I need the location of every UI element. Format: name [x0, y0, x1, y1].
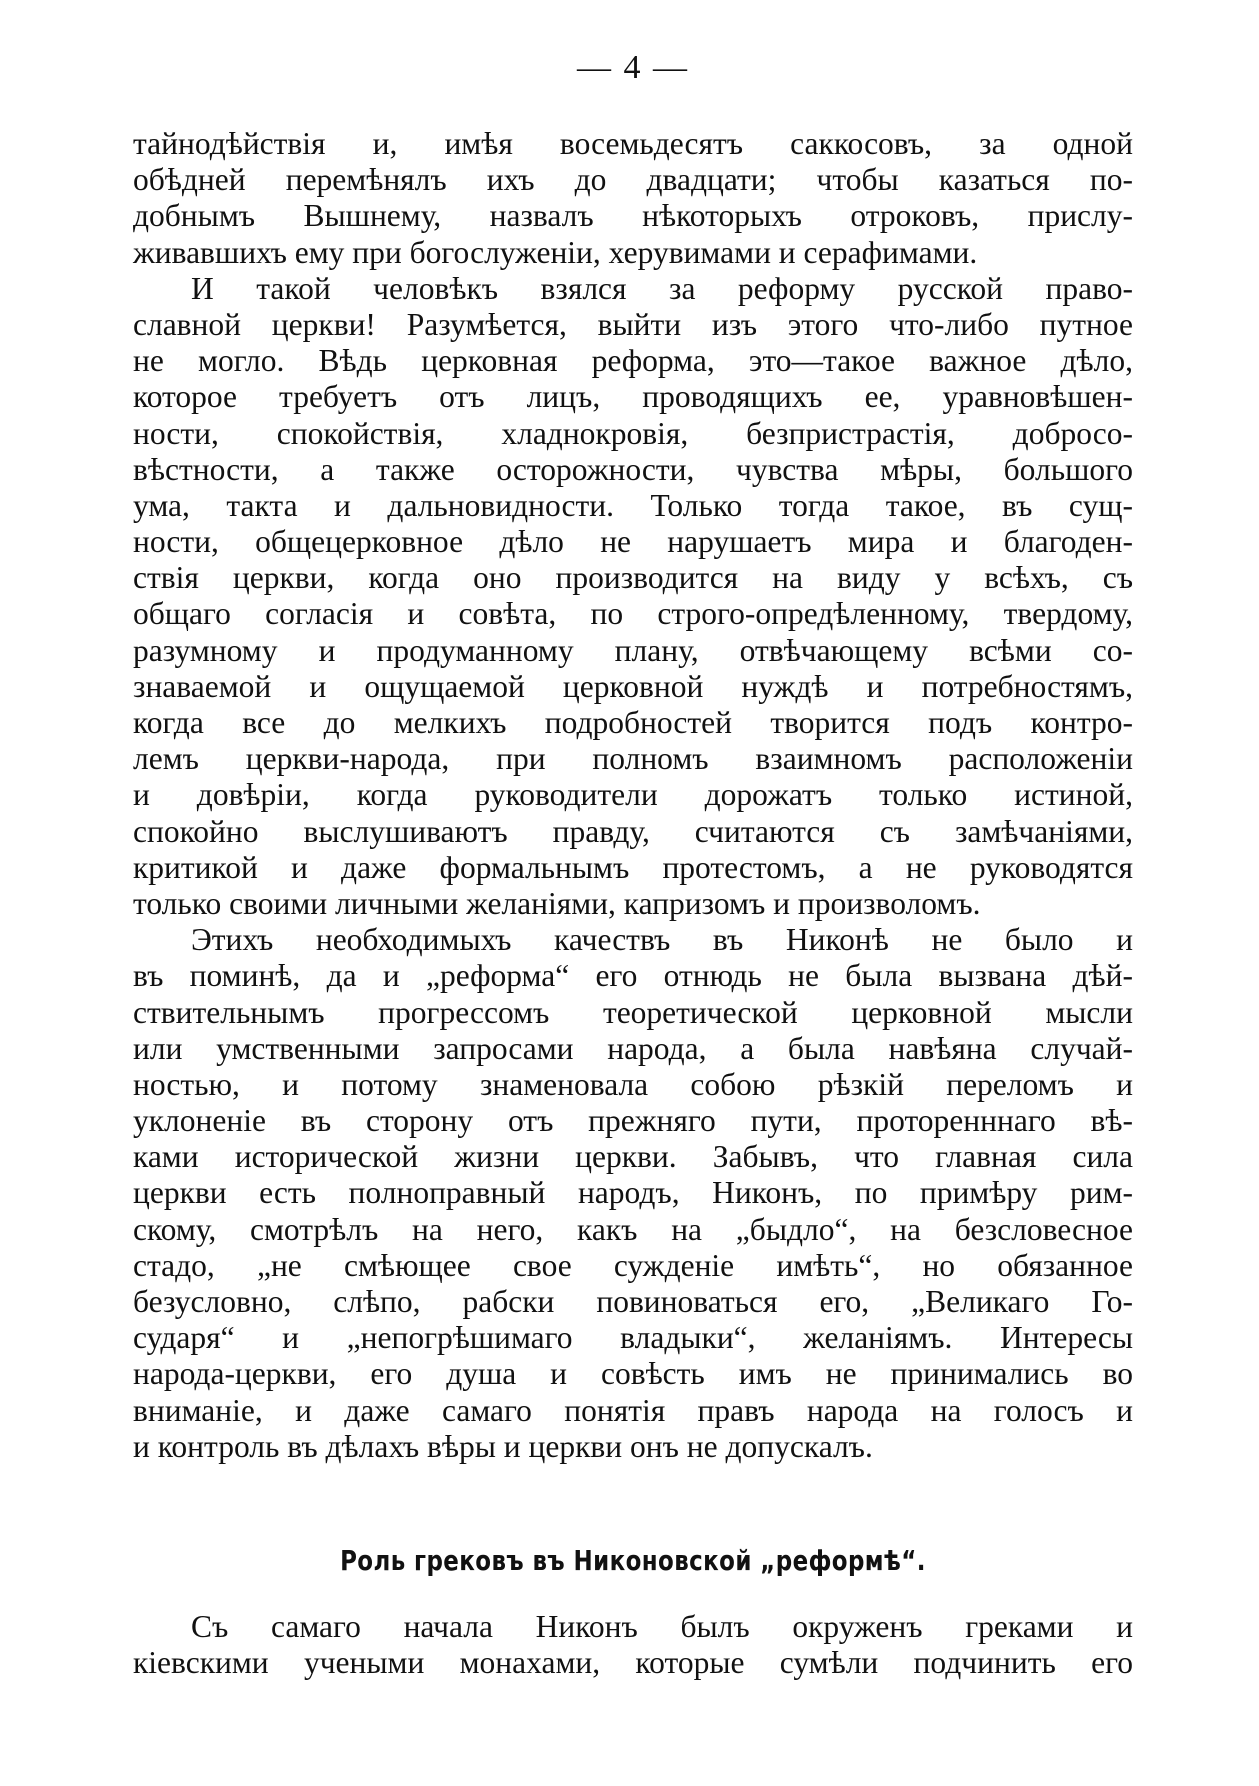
- text-line: общаго согласія и совѣта, по строго-опредѣленному, твердому,: [133, 596, 1133, 632]
- paragraph-3: [133, 922, 1133, 1465]
- text-line: ности, спокойствія, хладнокровія, безпристрастія, добросо-: [133, 415, 1133, 451]
- text-line: въ поминѣ, да и „реформа“ его отнюдь не была вызвана дѣй-: [133, 958, 1133, 994]
- page-number: — 4 —: [577, 49, 689, 86]
- text-line: живавшихъ ему при богослуженіи, херувимами и серафимами.: [133, 234, 978, 270]
- text-line: которое требуетъ отъ лицъ, проводящихъ ее, уравновѣшен-: [133, 379, 1133, 415]
- text-line: добнымъ Вышнему, назвалъ нѣкоторыхъ отроковъ, прислу-: [133, 198, 1133, 234]
- text-line: ками исторической жизни церкви. Забывъ, что главная сила: [133, 1139, 1133, 1175]
- text-line: ностью, и потому знаменовала собою рѣзкій переломъ и: [133, 1066, 1133, 1102]
- text-line: знаваемой и ощущаемой церковной нуждѣ и потребностямъ,: [133, 668, 1133, 704]
- text-line: славной церкви! Разумѣется, выйти изъ этого что-либо путное: [133, 306, 1133, 342]
- text-line: и довѣріи, когда руководители дорожатъ только истиной,: [133, 777, 1133, 813]
- text-line: вниманіе, и даже самаго понятія правъ народа на голосъ и: [133, 1392, 1133, 1428]
- text-line: народа-церкви, его душа и совѣсть имъ не принимались во: [133, 1356, 1133, 1392]
- paragraph-1: [133, 126, 1133, 271]
- text-line: кіевскими учеными монахами, которые сумѣли подчинить его: [133, 1645, 1133, 1681]
- text-line: лемъ церкви-народа, при полномъ взаимномъ расположеніи: [133, 741, 1133, 777]
- text-line: когда все до мелкихъ подробностей творится подъ контро-: [133, 705, 1133, 740]
- text-line: Съ самаго начала Никонъ былъ окруженъ греками и: [191, 1608, 1133, 1644]
- text-line: церкви есть полноправный народъ, Никонъ, по примѣру рим-: [133, 1175, 1133, 1211]
- text-line: и контроль въ дѣлахъ вѣры и церкви онъ не допускалъ.: [133, 1428, 873, 1464]
- text-line: сударя“ и „непогрѣшимаго владыки“, желаніямъ. Интересы: [133, 1320, 1133, 1356]
- text-line: не могло. Вѣдь церковная реформа, это—такое важное дѣло,: [133, 343, 1133, 379]
- text-line: спокойно выслушиваютъ правду, считаются съ замѣчаніями,: [133, 813, 1133, 849]
- text-line: разумному и продуманному плану, отвѣчающему всѣми со-: [133, 632, 1133, 668]
- text-line: И такой человѣкъ взялся за реформу русской право-: [191, 270, 1133, 306]
- text-line: Этихъ необходимыхъ качествъ въ Никонѣ не было и: [191, 922, 1133, 958]
- text-line: ума, такта и дальновидности. Только тогда такое, въ сущ-: [133, 487, 1133, 523]
- text-line: критикой и даже формальнымъ протестомъ, а не руководятся: [133, 849, 1133, 885]
- text-line: стадо, „не смѣющее свое сужденіе имѣть“, но обязанное: [133, 1247, 1133, 1283]
- text-line: тайнодѣйствія и, имѣя восемьдесятъ саккосовъ, за одной: [133, 126, 1133, 161]
- text-line: безусловно, слѣпо, рабски повиноваться его, „Великаго Го-: [133, 1284, 1133, 1319]
- paragraph-2: [133, 271, 1133, 922]
- text-line: ствительнымъ прогрессомъ теоретической церковной мысли: [133, 994, 1133, 1030]
- page-content: [133, 48, 1133, 1681]
- text-line: вѣстности, а также осторожности, чувства мѣры, большого: [133, 451, 1133, 487]
- text-line: ности, общецерковное дѣло не нарушаетъ мира и благоден-: [133, 524, 1133, 560]
- text-line: или умственными запросами народа, а была навѣяна случай-: [133, 1030, 1133, 1066]
- section-heading: Роль грековъ въ Никоновской „реформѣ“.: [340, 1543, 926, 1577]
- paragraph-4: [133, 1609, 1133, 1681]
- text-line: ствія церкви, когда оно производится на виду у всѣхъ, съ: [133, 560, 1133, 596]
- text-line: только своими личными желаніями, капризомъ и произволомъ.: [133, 885, 981, 921]
- text-line: уклоненіе въ сторону отъ прежняго пути, проторенннаго вѣ-: [133, 1103, 1133, 1139]
- text-line: обѣдней перемѣнялъ ихъ до двадцати; чтобы казаться по-: [133, 162, 1133, 198]
- text-line: скому, смотрѣлъ на него, какъ на „быдло“, на безсловесное: [133, 1211, 1133, 1247]
